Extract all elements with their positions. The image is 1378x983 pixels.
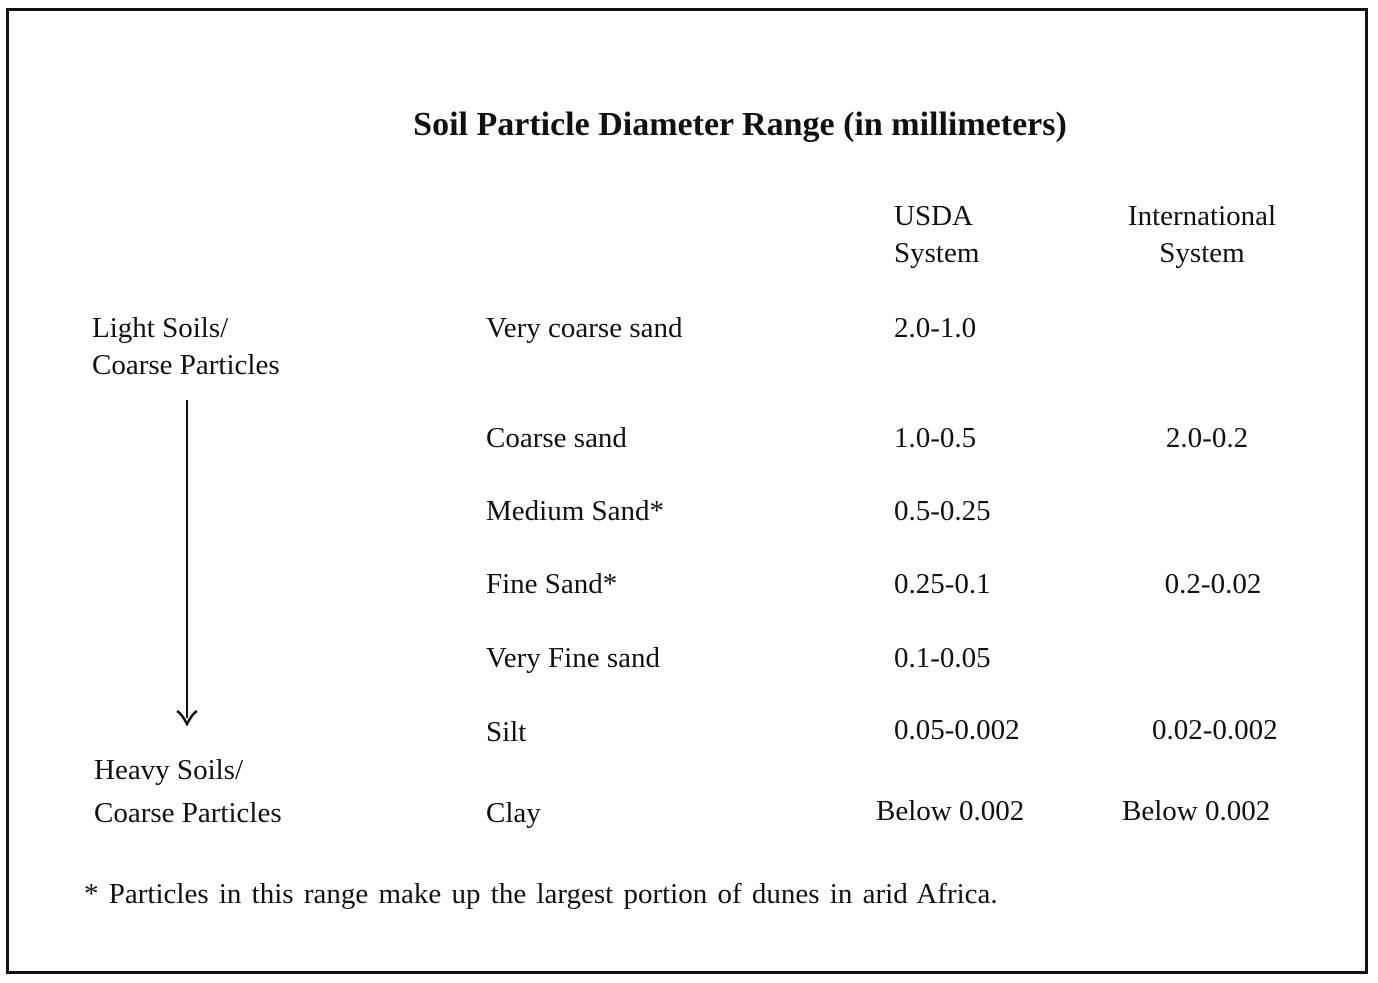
row-usda-value: 2.0-1.0 bbox=[894, 312, 977, 344]
row-international-value: 0.02-0.002 bbox=[1152, 714, 1278, 746]
international-column-header bbox=[1112, 198, 1292, 272]
usda-header-line-2: System bbox=[894, 237, 980, 269]
light-soils-line-2: Coarse Particles bbox=[92, 349, 280, 381]
page-title: Soil Particle Diameter Range (in millimeters) bbox=[413, 106, 1067, 143]
usda-header-line-1: USDA bbox=[894, 200, 973, 232]
row-usda-value: 0.05-0.002 bbox=[894, 714, 1020, 746]
row-usda-value: Below 0.002 bbox=[876, 795, 1025, 827]
row-international-value: 0.2-0.02 bbox=[1164, 568, 1262, 600]
row-international-value: 2.0-0.2 bbox=[1165, 422, 1249, 454]
row-usda-value: 0.5-0.25 bbox=[894, 495, 991, 527]
usda-column-header bbox=[894, 198, 979, 272]
row-name: Very coarse sand bbox=[486, 312, 683, 344]
row-usda-value: 0.25-0.1 bbox=[894, 568, 991, 600]
row-international-value: Below 0.002 bbox=[1122, 795, 1271, 827]
light-soils-line-1: Light Soils/ bbox=[92, 312, 229, 344]
footnote: * Particles in this range make up the largest portion of dunes in arid Africa. bbox=[84, 878, 998, 910]
heavy-soils-line-1: Heavy Soils/ bbox=[94, 754, 244, 786]
row-name: Fine Sand* bbox=[486, 568, 618, 600]
row-name: Medium Sand* bbox=[486, 495, 665, 527]
light-soils-label bbox=[92, 310, 280, 384]
heavy-soils-line-2: Coarse Particles bbox=[94, 797, 282, 829]
row-name: Silt bbox=[486, 716, 527, 748]
row-name: Clay bbox=[486, 797, 541, 829]
arrow-down-icon bbox=[176, 708, 198, 726]
row-name: Very Fine sand bbox=[486, 642, 660, 674]
row-usda-value: 0.1-0.05 bbox=[894, 642, 991, 674]
international-header-line-1: International bbox=[1127, 200, 1277, 232]
row-usda-value: 1.0-0.5 bbox=[894, 422, 977, 454]
international-header-line-2: System bbox=[1159, 237, 1245, 269]
row-name: Coarse sand bbox=[486, 422, 627, 454]
scale-arrow-line bbox=[186, 400, 188, 718]
